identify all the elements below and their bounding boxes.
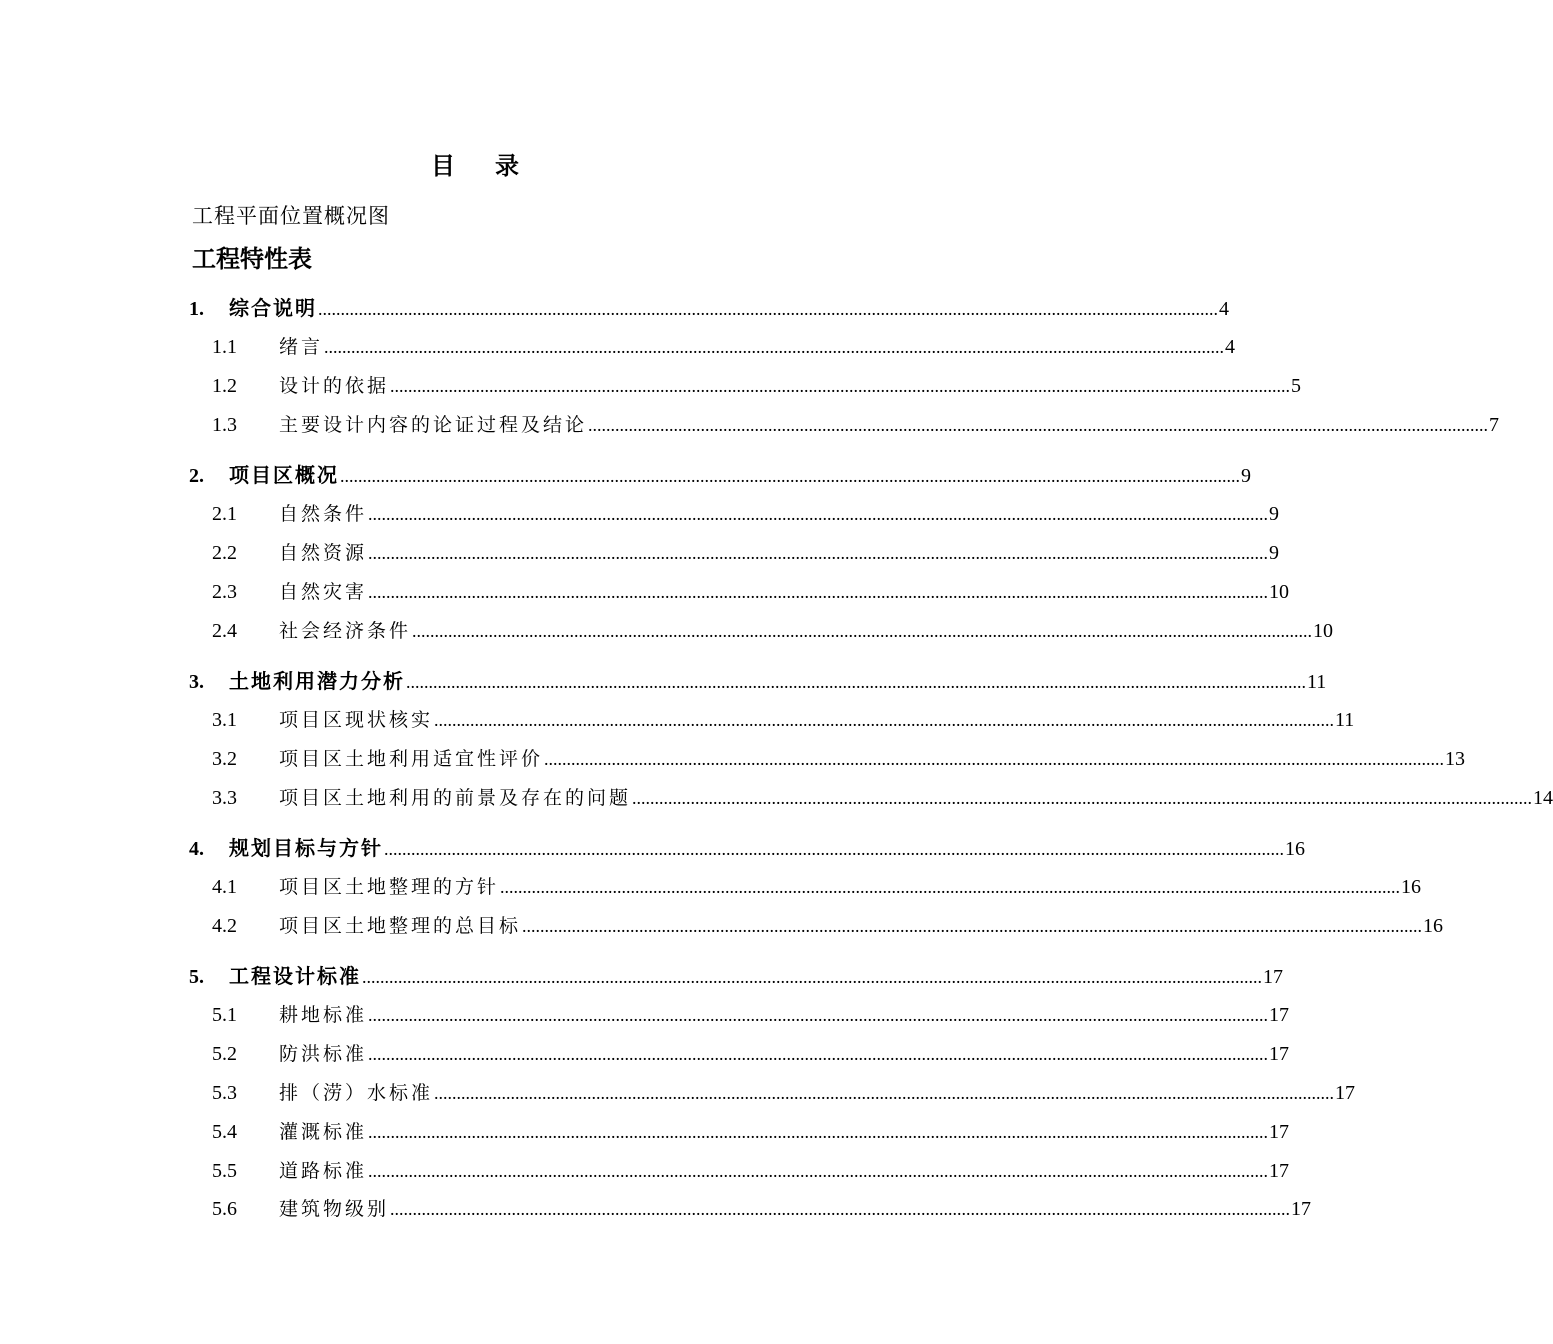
toc-entry-label: 项目区概况 (229, 463, 339, 487)
toc-section-entry[interactable] (212, 616, 1334, 646)
toc-entry-page-number: 17 (1335, 1082, 1356, 1104)
toc-title-left: 目 (431, 152, 455, 180)
toc-section-entry[interactable] (212, 1194, 1312, 1224)
toc-entry-label: 工程设计标准 (229, 964, 361, 988)
toc-section-entry[interactable] (212, 1078, 1356, 1108)
toc-dot-leader: ........................................................................................................................................................................................................ (368, 1122, 1269, 1142)
toc-entry-label: 自然灾害 (279, 581, 368, 603)
toc-section-entry[interactable] (212, 705, 1355, 735)
toc-entry-label: 项目区现状核实 (279, 709, 434, 731)
preface-characteristics-table: 工程特性表 (192, 245, 312, 273)
toc-dot-leader: ........................................................................................................................................................................................................ (368, 543, 1269, 563)
toc-entry-number: 2.1 (212, 503, 237, 525)
toc-entry-page-number: 9 (1269, 542, 1280, 564)
toc-entry-page-number: 9 (1269, 503, 1280, 525)
toc-dot-leader: ........................................................................................................................................................................................................ (412, 621, 1313, 641)
toc-entry-number: 4.1 (212, 876, 237, 898)
toc-entry-number: 1.2 (212, 375, 237, 397)
toc-entry-number: 3.2 (212, 748, 237, 770)
toc-entry-number: 5. (189, 966, 204, 988)
toc-dot-leader: ........................................................................................................................................................................................................ (368, 1044, 1269, 1064)
toc-section-entry[interactable] (212, 410, 1500, 440)
toc-dot-leader: ........................................................................................................................................................................................................ (362, 967, 1262, 987)
toc-entry-page-number: 4 (1225, 336, 1236, 358)
toc-entry-page-number: 17 (1269, 1121, 1290, 1143)
toc-entry-number: 1.3 (212, 414, 237, 436)
toc-entry-page-number: 17 (1269, 1043, 1290, 1065)
toc-entry-page-number: 10 (1313, 620, 1334, 642)
toc-entry-page-number: 5 (1291, 375, 1302, 397)
toc-entry-page-number: 4 (1219, 298, 1229, 320)
toc-dot-leader: ........................................................................................................................................................................................................ (318, 299, 1218, 319)
toc-dot-leader: ........................................................................................................................................................................................................ (434, 710, 1335, 730)
toc-dot-leader: ........................................................................................................................................................................................................ (368, 1005, 1269, 1025)
toc-entry-number: 3.3 (212, 787, 237, 809)
toc-entry-label: 绪言 (279, 336, 324, 358)
toc-entry-page-number: 9 (1241, 465, 1251, 487)
toc-dot-leader: ........................................................................................................................................................................................................ (368, 1161, 1269, 1181)
toc-entry-number: 1.1 (212, 336, 237, 358)
toc-entry-number: 1. (189, 298, 204, 320)
toc-entry-label: 自然资源 (279, 542, 368, 564)
toc-entry-number: 4. (189, 838, 204, 860)
toc-section-entry[interactable] (212, 1156, 1290, 1186)
toc-entry-page-number: 17 (1269, 1004, 1290, 1026)
toc-entry-page-number: 17 (1269, 1160, 1290, 1182)
toc-entry-label: 自然条件 (279, 503, 368, 525)
toc-entry-label: 项目区土地利用适宜性评价 (279, 748, 544, 770)
toc-dot-leader: ........................................................................................................................................................................................................ (588, 415, 1489, 435)
toc-dot-leader: ........................................................................................................................................................................................................ (384, 839, 1284, 859)
toc-entry-number: 2.3 (212, 581, 237, 603)
toc-dot-leader: ........................................................................................................................................................................................................ (544, 749, 1445, 769)
toc-entry-page-number: 7 (1489, 414, 1500, 436)
toc-dot-leader: ........................................................................................................................................................................................................ (500, 877, 1401, 897)
toc-dot-leader: ........................................................................................................................................................................................................ (434, 1083, 1335, 1103)
toc-entry-number: 2.4 (212, 620, 237, 642)
toc-dot-leader: ........................................................................................................................................................................................................ (368, 582, 1269, 602)
toc-dot-leader: ........................................................................................................................................................................................................ (340, 466, 1240, 486)
preface-site-map: 工程平面位置概况图 (192, 204, 390, 228)
toc-entry-label: 防洪标准 (279, 1043, 368, 1065)
toc-entry-number: 5.6 (212, 1198, 237, 1220)
toc-entry-page-number: 14 (1533, 787, 1553, 809)
toc-entry-label: 耕地标准 (279, 1004, 368, 1026)
toc-entry-page-number: 10 (1269, 581, 1290, 603)
toc-title-right: 录 (495, 152, 519, 180)
toc-entry-number: 2.2 (212, 542, 237, 564)
toc-entry-number: 5.4 (212, 1121, 237, 1143)
toc-entry-page-number: 13 (1445, 748, 1466, 770)
toc-entry-label: 排（涝）水标准 (279, 1082, 434, 1104)
toc-entry-label: 项目区土地利用的前景及存在的问题 (279, 787, 632, 809)
toc-section-entry[interactable] (212, 744, 1466, 774)
toc-entry-label: 灌溉标准 (279, 1121, 368, 1143)
toc-entry-label: 设计的依据 (279, 375, 390, 397)
toc-section-entry[interactable] (212, 332, 1236, 362)
toc-section-entry[interactable] (212, 1039, 1290, 1069)
toc-entry-label: 道路标准 (279, 1160, 368, 1182)
toc-entry-label: 项目区土地整理的总目标 (279, 915, 522, 937)
toc-section-entry[interactable] (212, 1117, 1290, 1147)
toc-section-entry[interactable] (212, 577, 1290, 607)
toc-dot-leader: ........................................................................................................................................................................................................ (390, 376, 1291, 396)
toc-entry-number: 3.1 (212, 709, 237, 731)
toc-section-entry[interactable] (212, 499, 1280, 529)
toc-section-entry[interactable] (212, 1000, 1290, 1030)
toc-chapter-entry[interactable] (189, 960, 1283, 990)
toc-entry-page-number: 16 (1423, 915, 1444, 937)
toc-dot-leader: ........................................................................................................................................................................................................ (324, 337, 1225, 357)
toc-dot-leader: ........................................................................................................................................................................................................ (368, 504, 1269, 524)
toc-entry-page-number: 17 (1291, 1198, 1312, 1220)
toc-section-entry[interactable] (212, 538, 1280, 568)
toc-entry-label: 规划目标与方针 (229, 836, 383, 860)
toc-entry-label: 土地利用潜力分析 (229, 669, 405, 693)
toc-chapter-entry[interactable] (189, 459, 1251, 489)
toc-entry-page-number: 16 (1285, 838, 1305, 860)
toc-entry-number: 5.3 (212, 1082, 237, 1104)
toc-entry-label: 项目区土地整理的方针 (279, 876, 500, 898)
toc-entry-number: 3. (189, 671, 204, 693)
toc-title (0, 146, 950, 181)
toc-entry-label: 综合说明 (229, 296, 317, 320)
toc-entry-page-number: 11 (1335, 709, 1355, 731)
toc-entry-number: 5.1 (212, 1004, 237, 1026)
toc-entry-label: 社会经济条件 (279, 620, 412, 642)
toc-section-entry[interactable] (212, 911, 1444, 941)
toc-section-entry[interactable] (212, 371, 1302, 401)
toc-dot-leader: ........................................................................................................................................................................................................ (632, 788, 1533, 808)
toc-dot-leader: ........................................................................................................................................................................................................ (390, 1199, 1291, 1219)
toc-chapter-entry[interactable] (189, 665, 1327, 695)
toc-section-entry[interactable] (212, 783, 1553, 813)
toc-chapter-entry[interactable] (189, 292, 1229, 322)
toc-section-entry[interactable] (212, 872, 1422, 902)
toc-chapter-entry[interactable] (189, 832, 1305, 862)
toc-entry-page-number: 17 (1263, 966, 1283, 988)
toc-entry-number: 5.5 (212, 1160, 237, 1182)
toc-entry-label: 建筑物级别 (279, 1198, 390, 1220)
toc-entry-page-number: 16 (1401, 876, 1422, 898)
toc-dot-leader: ........................................................................................................................................................................................................ (406, 672, 1306, 692)
toc-entry-page-number: 11 (1307, 671, 1327, 693)
toc-entry-label: 主要设计内容的论证过程及结论 (279, 414, 588, 436)
toc-entry-number: 2. (189, 465, 204, 487)
toc-dot-leader: ........................................................................................................................................................................................................ (522, 916, 1423, 936)
toc-entry-number: 4.2 (212, 915, 237, 937)
toc-entry-number: 5.2 (212, 1043, 237, 1065)
